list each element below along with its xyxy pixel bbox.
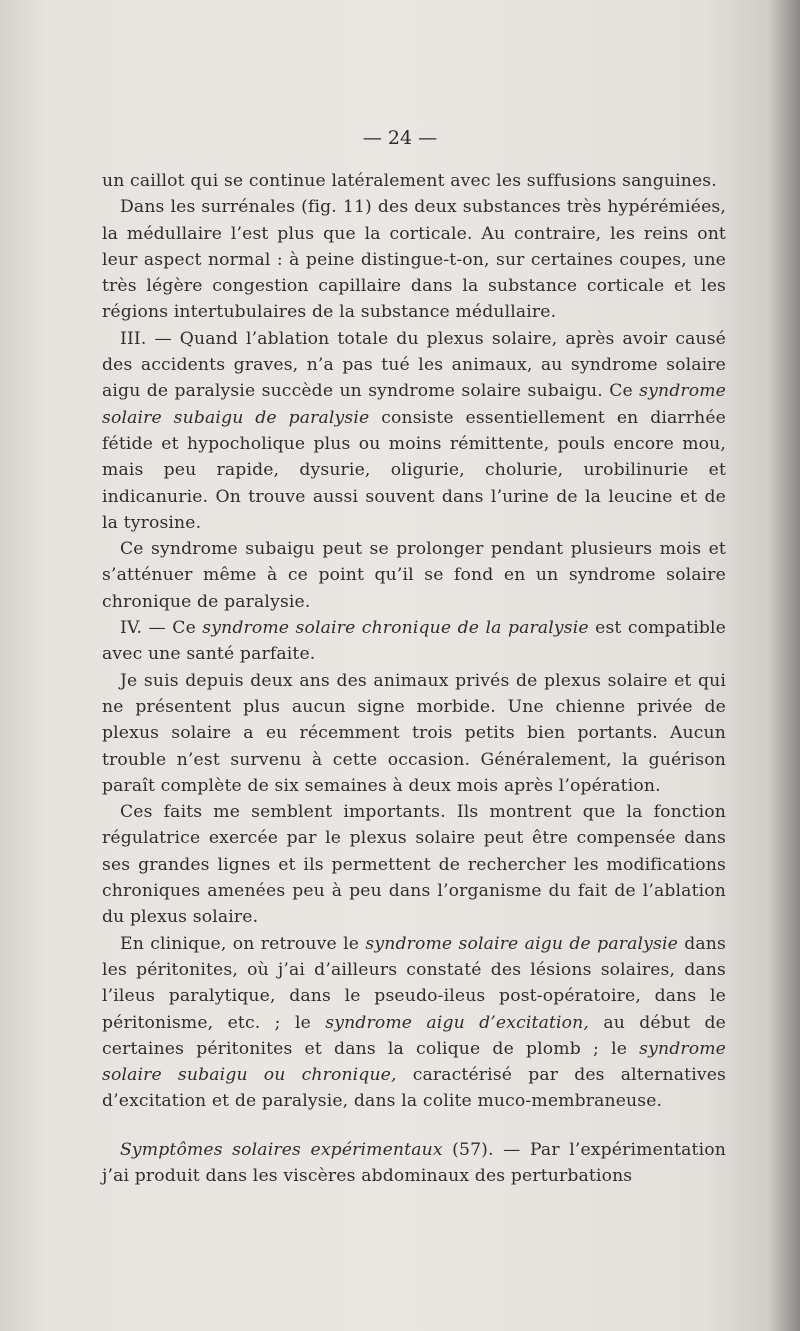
paragraph-2: Dans les surrénales (fig. 11) des deux substances très hypérémiées, la médullaire l’est plus que la corticale. Au contraire, les reins ont leur aspect normal : à peine distingue-t-on, sur certaines coupes, une très légère congestion capillaire dans la substance corticale et les régions intertubulaires de la substance médullaire. [102,197,726,323]
paragraph-5 [102,615,726,668]
paragraph-3 [102,326,726,536]
paragraph-5-text-b: est compatible avec une santé parfaite. [102,618,726,665]
paragraph-8-text-b: dans les péritonites, où j’ai d’ailleurs constaté des lésions solaires, dans l’ileus paralytique, dans le pseudo-ileus post-opératoire, dans le péritonisme, etc. ; le [102,933,726,1033]
paragraph-9 [102,1137,726,1190]
paragraph-5-text-a: IV. — Ce [120,618,203,639]
paragraph-3-text-b: consiste essentiellement en diarrhée fétide et hypocholique plus ou moins rémittente, pouls encore mou, mais peu rapide, dysurie, oligurie, cholurie, urobilinurie et indicanurie. On trouve aussi souvent dans l’urine de la leucine et de la tyrosine. [102,407,726,533]
body-text [102,168,726,1189]
paragraph-3-italic: syndrome solaire subaigu de paralysie [102,381,726,428]
paragraph-6: Je suis depuis deux ans des animaux privés de plexus solaire et qui ne présentent plus aucun signe morbide. Une chienne privée de plexus solaire a eu récemment trois petits bien portants. Aucun trouble n’est survenu à cette occasion. Généralement, la guérison paraît complète de six semaines à deux mois après l’opération. [102,670,726,796]
paragraph-5-italic: syndrome solaire chronique de la paralysie [202,618,589,639]
paragraph-9-text-a: (57). — Par l’expérimentation j’ai produit dans les viscères abdominaux des perturbations [102,1139,726,1186]
paragraph-8-italic-2: syndrome aigu d’excitation, [325,1012,589,1033]
paragraph-1: un caillot qui se continue latéralement avec les suffusions sanguines. [102,171,717,191]
paragraph-7: Ces faits me semblent importants. Ils montrent que la fonction régulatrice exercée par le plexus solaire peut être compensée dans ses grandes lignes et ils permettent de rechercher les modifications chroniques amenées peu à peu dans l’organisme du fait de l’ablation du plexus solaire. [102,802,726,928]
paragraph-4: Ce syndrome subaigu peut se prolonger pendant plusieurs mois et s’atténuer même à ce point qu’il se fond en un syndrome solaire chronique de paralysie. [102,539,726,612]
page-number: — 24 — [362,127,438,149]
paragraph-8-text-c: au début de certaines péritonites et dans la colique de plomb ; le [102,1012,726,1059]
paragraph-9-italic: Symptômes solaires expérimentaux [120,1139,443,1160]
paragraph-3-text-a: III. — Quand l’ablation totale du plexus solaire, après avoir causé des accidents graves, n’a pas tué les animaux, au syndrome solaire aigu de paralysie succède un syndrome solaire subaigu. Ce [102,328,726,402]
paragraph-8 [102,931,726,1115]
paragraph-8-italic-3: syndrome solaire subaigu ou chronique, [102,1038,726,1086]
paragraph-8-text-d: caractérisé par des alternatives d’excitation et de paralysie, dans la colite muco-membraneuse. [102,1065,726,1112]
paragraph-8-italic-1: syndrome solaire aigu de paralysie [365,933,678,954]
paragraph-8-text-a: En clinique, on retrouve le [120,933,366,954]
